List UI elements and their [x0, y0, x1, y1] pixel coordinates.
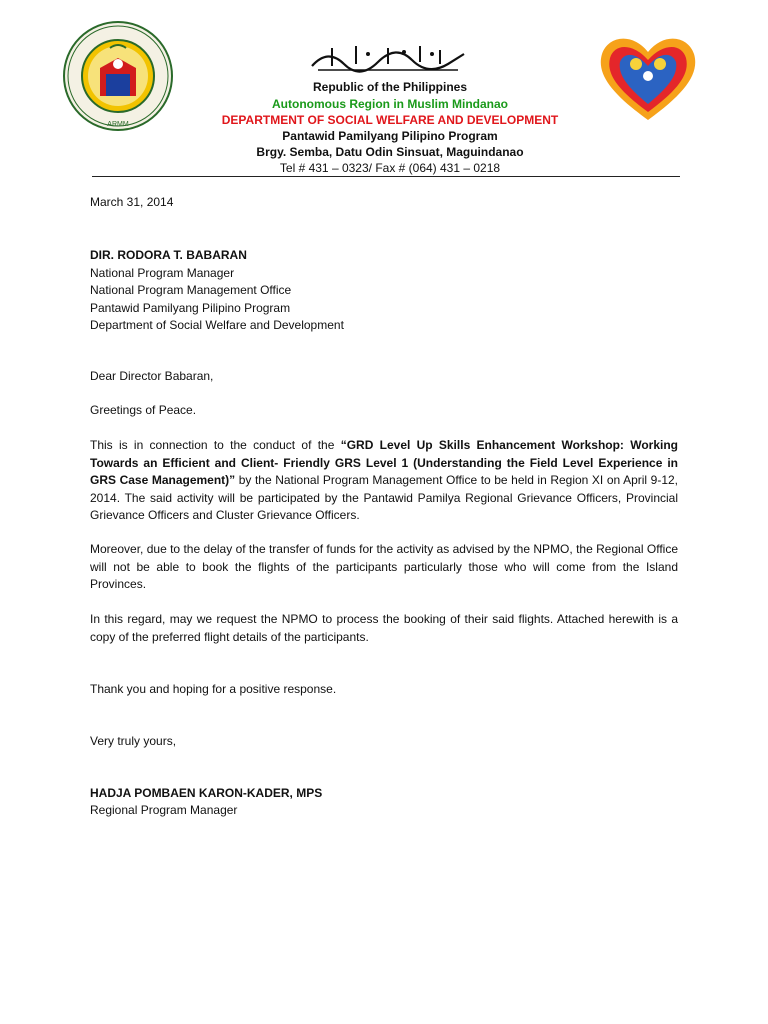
- letterhead-program: Pantawid Pamilyang Pilipino Program: [282, 129, 498, 143]
- letterhead-divider: [92, 176, 680, 177]
- signatory-title: Regional Program Manager: [90, 803, 238, 817]
- greeting: Greetings of Peace.: [90, 403, 197, 417]
- recipient-program: Pantawid Pamilyang Pilipino Program: [90, 300, 291, 315]
- letterhead-region: Autonomous Region in Muslim Mindanao: [272, 97, 508, 111]
- bismillah-calligraphy-image: [308, 40, 468, 76]
- recipient-title: National Program Manager: [90, 265, 235, 280]
- recipient-office: National Program Management Office: [90, 283, 292, 297]
- letterhead-contact: Tel # 431 – 0323/ Fax # (064) 431 – 0218: [279, 161, 501, 175]
- workshop-title: “GRD Level Up Skills Enhancement Workshop: Working Towards an Efficient and Client- Friendly GRS Level 1 (Understanding the Field Level Experience in GRS Case Management)”: [90, 438, 678, 487]
- closing-line: Thank you and hoping for a positive response.: [90, 682, 337, 696]
- pantawid-heart-logo: [592, 30, 704, 126]
- letter-date: March 31, 2014: [90, 195, 174, 209]
- dswd-seal-logo: [62, 20, 174, 132]
- recipient-department: Department of Social Welfare and Development: [90, 318, 344, 332]
- recipient-block: [90, 247, 678, 335]
- letterhead-address: Brgy. Semba, Datu Odin Sinsuat, Maguindanao: [256, 145, 524, 159]
- letterhead-department: DEPARTMENT OF SOCIAL WELFARE AND DEVELOPMENT: [221, 113, 559, 127]
- complimentary-close: Very truly yours,: [90, 734, 177, 748]
- svg-text:ARMM: ARMM: [107, 121, 129, 128]
- recipient-name: DIR. RODORA T. BABARAN: [90, 248, 247, 262]
- salutation: Dear Director Babaran,: [90, 369, 214, 383]
- paragraph-event: [90, 437, 678, 525]
- signatory-name: HADJA POMBAEN KARON-KADER, MPS: [90, 786, 323, 800]
- paragraph-event-details: by the National Program Management Office to be held in Region XI on April 9-12, 2014. The said activity will be participated by the Pantawid Pamilya Regional Grievance Officers, Provincial Grievance Officers and Cluster Grievance Officers.: [90, 473, 678, 522]
- paragraph-event-intro: This is in connection to the conduct of the: [90, 438, 341, 452]
- paragraph-funds-delay: Moreover, due to the delay of the transfer of funds for the activity as advised by the NPMO, the Regional Office will not be able to book the flights of the participants particularly those who will come from the Island Provinces.: [90, 542, 678, 591]
- letterhead-republic: Republic of the Philippines: [312, 80, 467, 94]
- paragraph-request: In this regard, may we request the NPMO to process the booking of their said flights. Attached herewith is a copy of the preferred flight details of the participants.: [90, 612, 678, 644]
